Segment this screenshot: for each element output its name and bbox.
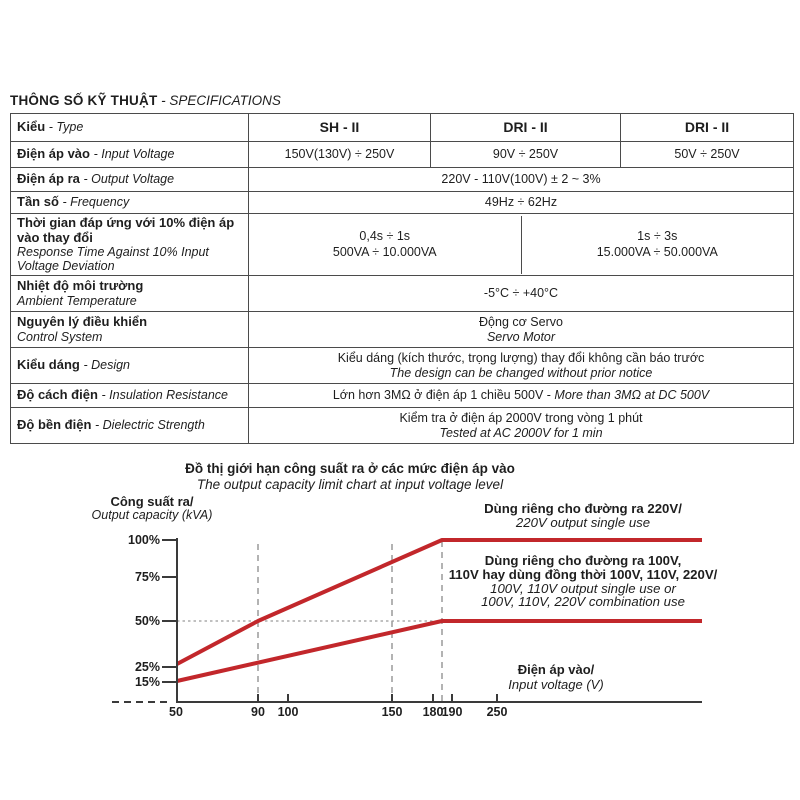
dielectric-value: Kiểm tra ở điện áp 2000V trong vòng 1 phút Tested at AC 2000V for 1 min bbox=[249, 408, 794, 444]
y-tick-label-75: 75% bbox=[134, 570, 160, 584]
y-tick-label-50: 50% bbox=[134, 614, 160, 628]
output-voltage-value: 220V - 110V(100V) ± 2 ~ 3% bbox=[249, 168, 794, 192]
table-row-design bbox=[11, 348, 794, 384]
label-design: Kiểu dáng - Design bbox=[11, 348, 249, 384]
table-row-ambient bbox=[11, 276, 794, 312]
frequency-value: 49Hz ÷ 62Hz bbox=[249, 192, 794, 214]
chart-subtitle: The output capacity limit chart at input voltage level bbox=[196, 477, 504, 492]
model-dri2-a: DRI - II bbox=[431, 114, 621, 142]
label-control: Nguyên lý điều khiển Control System bbox=[11, 312, 249, 348]
table-row-dielectric bbox=[11, 408, 794, 444]
x-tick-label-190: 190 bbox=[441, 705, 463, 719]
spec-table bbox=[10, 113, 794, 444]
label-dielectric: Độ bền điện - Dielectric Strength bbox=[11, 408, 249, 444]
x-axis-label-vi: Điện áp vào/ bbox=[517, 662, 595, 677]
table-row-insulation bbox=[11, 384, 794, 408]
model-dri2-b: DRI - II bbox=[621, 114, 794, 142]
label-frequency: Tần số - Frequency bbox=[11, 192, 249, 214]
x-tick-label-150: 150 bbox=[381, 705, 403, 719]
x-axis-label-en: Input voltage (V) bbox=[508, 676, 604, 692]
label-response-time: Thời gian đáp ứng với 10% điện áp vào thay đổi Response Time Against 10% Input Voltage Deviation bbox=[11, 214, 249, 276]
response-time-large-units: 1s ÷ 3s 15.000VA ÷ 50.000VA bbox=[521, 216, 794, 274]
design-value: Kiểu dáng (kích thước, trọng lượng) thay đổi không cần báo trước The design can be changed without prior notice bbox=[249, 348, 794, 384]
legend-220v-single-use: Dùng riêng cho đường ra 220V/ 220V output single use bbox=[484, 501, 682, 530]
y-tick-label-100: 100% bbox=[128, 533, 160, 547]
x-tick-label-180: 180 bbox=[422, 705, 444, 719]
x-tick-label-50: 50 bbox=[169, 705, 183, 719]
legend-100v-110v-combination: Dùng riêng cho đường ra 100V, 110V hay dùng đồng thời 100V, 110V, 220V/ 100V, 110V output single use or 100V, 110V, 220V combination use bbox=[448, 553, 718, 610]
table-row-control bbox=[11, 312, 794, 348]
response-time-small-units: 0,4s ÷ 1s 500VA ÷ 10.000VA bbox=[332, 228, 437, 259]
label-input-voltage: Điện áp vào - Input Voltage bbox=[11, 142, 249, 168]
chart-title: Đồ thị giới hạn công suất ra ở các mức điện áp vào bbox=[185, 461, 515, 476]
x-axis-label bbox=[476, 663, 636, 692]
page-title-en: - SPECIFICATIONS bbox=[161, 93, 281, 108]
table-row-frequency bbox=[11, 192, 794, 214]
response-time-values bbox=[249, 214, 794, 276]
input-voltage-dri2-b: 50V ÷ 250V bbox=[621, 142, 794, 168]
ambient-value: -5°C ÷ +40°C bbox=[249, 276, 794, 312]
y-tick-label-15: 15% bbox=[134, 675, 160, 689]
insulation-value: Lớn hơn 3MΩ ở điện áp 1 chiều 500V - More than 3MΩ at DC 500V bbox=[249, 384, 794, 408]
table-row-output-voltage bbox=[11, 168, 794, 192]
x-tick-label-90: 90 bbox=[251, 705, 265, 719]
label-insulation: Độ cách điện - Insulation Resistance bbox=[11, 384, 249, 408]
control-value: Động cơ Servo Servo Motor bbox=[249, 312, 794, 348]
label-ambient: Nhiệt độ môi trường Ambient Temperature bbox=[11, 276, 249, 312]
y-tick-label-25: 25% bbox=[134, 660, 160, 674]
x-tick-label-250: 250 bbox=[486, 705, 508, 719]
input-voltage-dri2-a: 90V ÷ 250V bbox=[431, 142, 621, 168]
x-tick-label-100: 100 bbox=[277, 705, 299, 719]
table-row-input-voltage bbox=[11, 142, 794, 168]
page-title bbox=[10, 93, 281, 108]
label-output-voltage: Điện áp ra - Output Voltage bbox=[11, 168, 249, 192]
model-sh2: SH - II bbox=[249, 114, 431, 142]
page-title-vi: THÔNG SỐ KỸ THUẬT bbox=[10, 93, 158, 108]
y-axis-label-vi: Công suất ra/ bbox=[110, 494, 194, 509]
table-row-response-time bbox=[11, 214, 794, 276]
input-voltage-sh2: 150V(130V) ÷ 250V bbox=[249, 142, 431, 168]
label-type: Kiểu - Type bbox=[11, 114, 249, 142]
y-axis-label-en: Output capacity (kVA) bbox=[91, 508, 213, 522]
table-row-type bbox=[11, 114, 794, 142]
